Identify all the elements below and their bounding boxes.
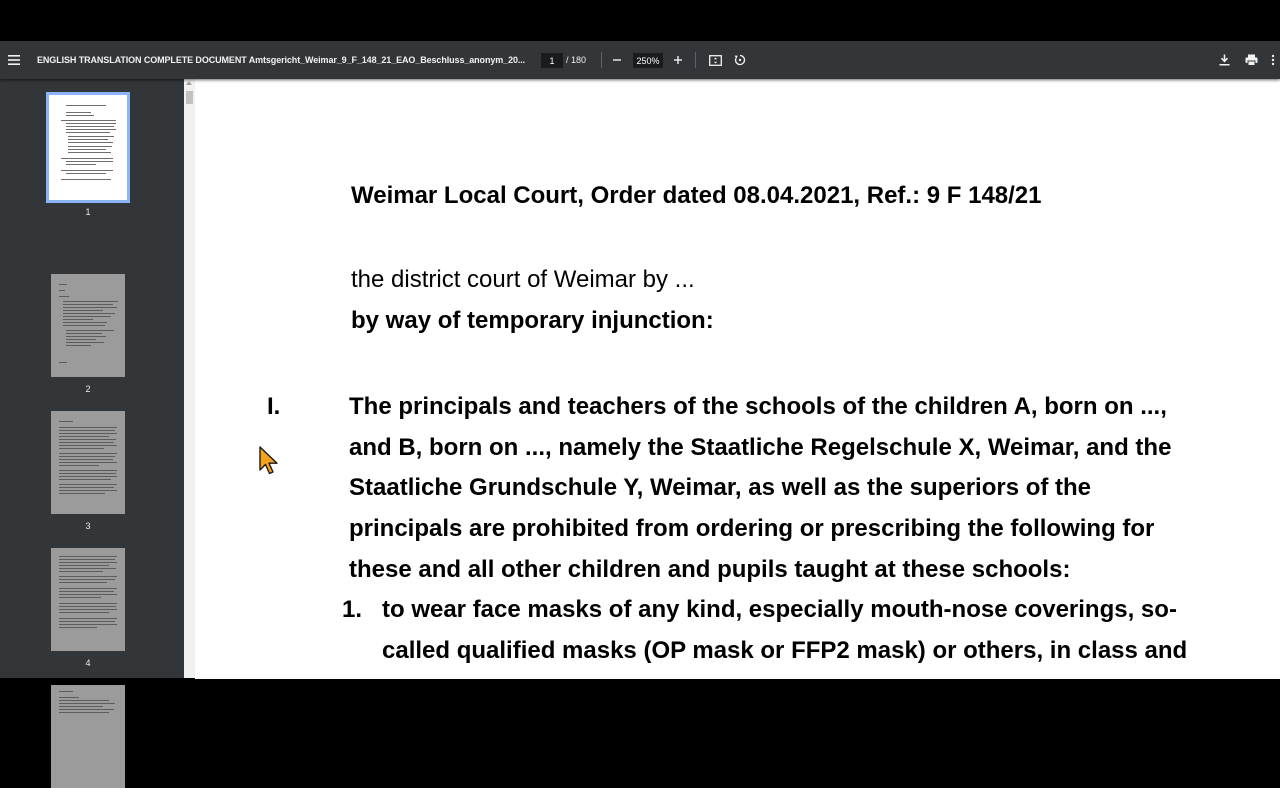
zoom-out-button[interactable] [609, 41, 625, 79]
page-thumbnail[interactable] [49, 95, 127, 200]
fit-page-icon [709, 55, 722, 66]
rotate-button[interactable] [731, 41, 749, 79]
download-button[interactable] [1215, 41, 1233, 79]
print-icon [1245, 54, 1258, 66]
item-marker: 1. [342, 596, 363, 623]
document-heading: Weimar Local Court, Order dated 08.04.2021, Ref.: 9 F 148/21 [351, 182, 1042, 209]
zoom-in-button[interactable] [670, 41, 686, 79]
thumbnail-page-number: 2 [85, 384, 91, 394]
item-text-line: on school premises, [382, 677, 615, 704]
page-thumbnail[interactable] [51, 411, 125, 514]
page-number-input[interactable]: 1 [541, 53, 563, 68]
scrollbar-thumb[interactable] [186, 91, 193, 104]
page-thumbnail[interactable] [51, 548, 125, 651]
court-line: the district court of Weimar by ... [351, 266, 695, 293]
thumbnail-sidebar[interactable] [0, 79, 184, 678]
page-thumbnail[interactable] [51, 685, 125, 788]
fit-to-page-button[interactable] [706, 41, 724, 79]
zoom-out-icon [612, 55, 622, 65]
thumbnail-page-number: 3 [85, 521, 91, 531]
section-text-line: and B, born on ..., namely the Staatliche Regelschule X, Weimar, and the [349, 434, 1172, 461]
zoom-input[interactable]: 250% [633, 53, 663, 68]
menu-icon [8, 55, 20, 65]
section-text-line: The principals and teachers of the schools of the children A, born on ..., [349, 393, 1167, 420]
menu-button[interactable] [4, 41, 24, 79]
toolbar-divider [695, 52, 696, 68]
toolbar-divider [601, 52, 602, 68]
document-page [195, 79, 1280, 704]
document-title: ENGLISH TRANSLATION COMPLETE DOCUMENT Amtsgericht_Weimar_9_F_148_21_EAO_Beschluss_anonym_20... [37, 55, 526, 65]
thumbnail-page-number: 1 [85, 207, 91, 217]
mouse-cursor-icon [258, 446, 280, 476]
page-thumbnail[interactable] [51, 274, 125, 377]
zoom-in-icon [673, 55, 683, 65]
item-text-line: called qualified masks (OP mask or FFP2 mask) or others, in class and [382, 637, 1188, 664]
more-options-button[interactable] [1270, 41, 1280, 79]
print-button[interactable] [1242, 41, 1260, 79]
section-text-line: Staatliche Grundschule Y, Weimar, as well as the superiors of the [349, 474, 1092, 501]
section-text-line: these and all other children and pupils taught at these schools: [349, 556, 1071, 583]
download-icon [1219, 54, 1230, 66]
pdf-viewer [0, 41, 1280, 704]
injunction-line: by way of temporary injunction: [351, 307, 714, 334]
section-text-line: principals are prohibited from ordering or prescribing the following for [349, 515, 1155, 542]
page-scrollbar[interactable] [184, 79, 195, 678]
scroll-up-arrow-icon[interactable] [186, 81, 192, 85]
item-text-line: to wear face masks of any kind, especially mouth-nose coverings, so- [382, 596, 1177, 623]
thumbnail-page-number: 4 [85, 658, 91, 668]
section-marker: I. [267, 393, 281, 420]
toolbar [0, 41, 1280, 79]
more-icon [1270, 54, 1276, 66]
page-total: / 180 [566, 55, 587, 65]
rotate-icon [734, 54, 746, 66]
